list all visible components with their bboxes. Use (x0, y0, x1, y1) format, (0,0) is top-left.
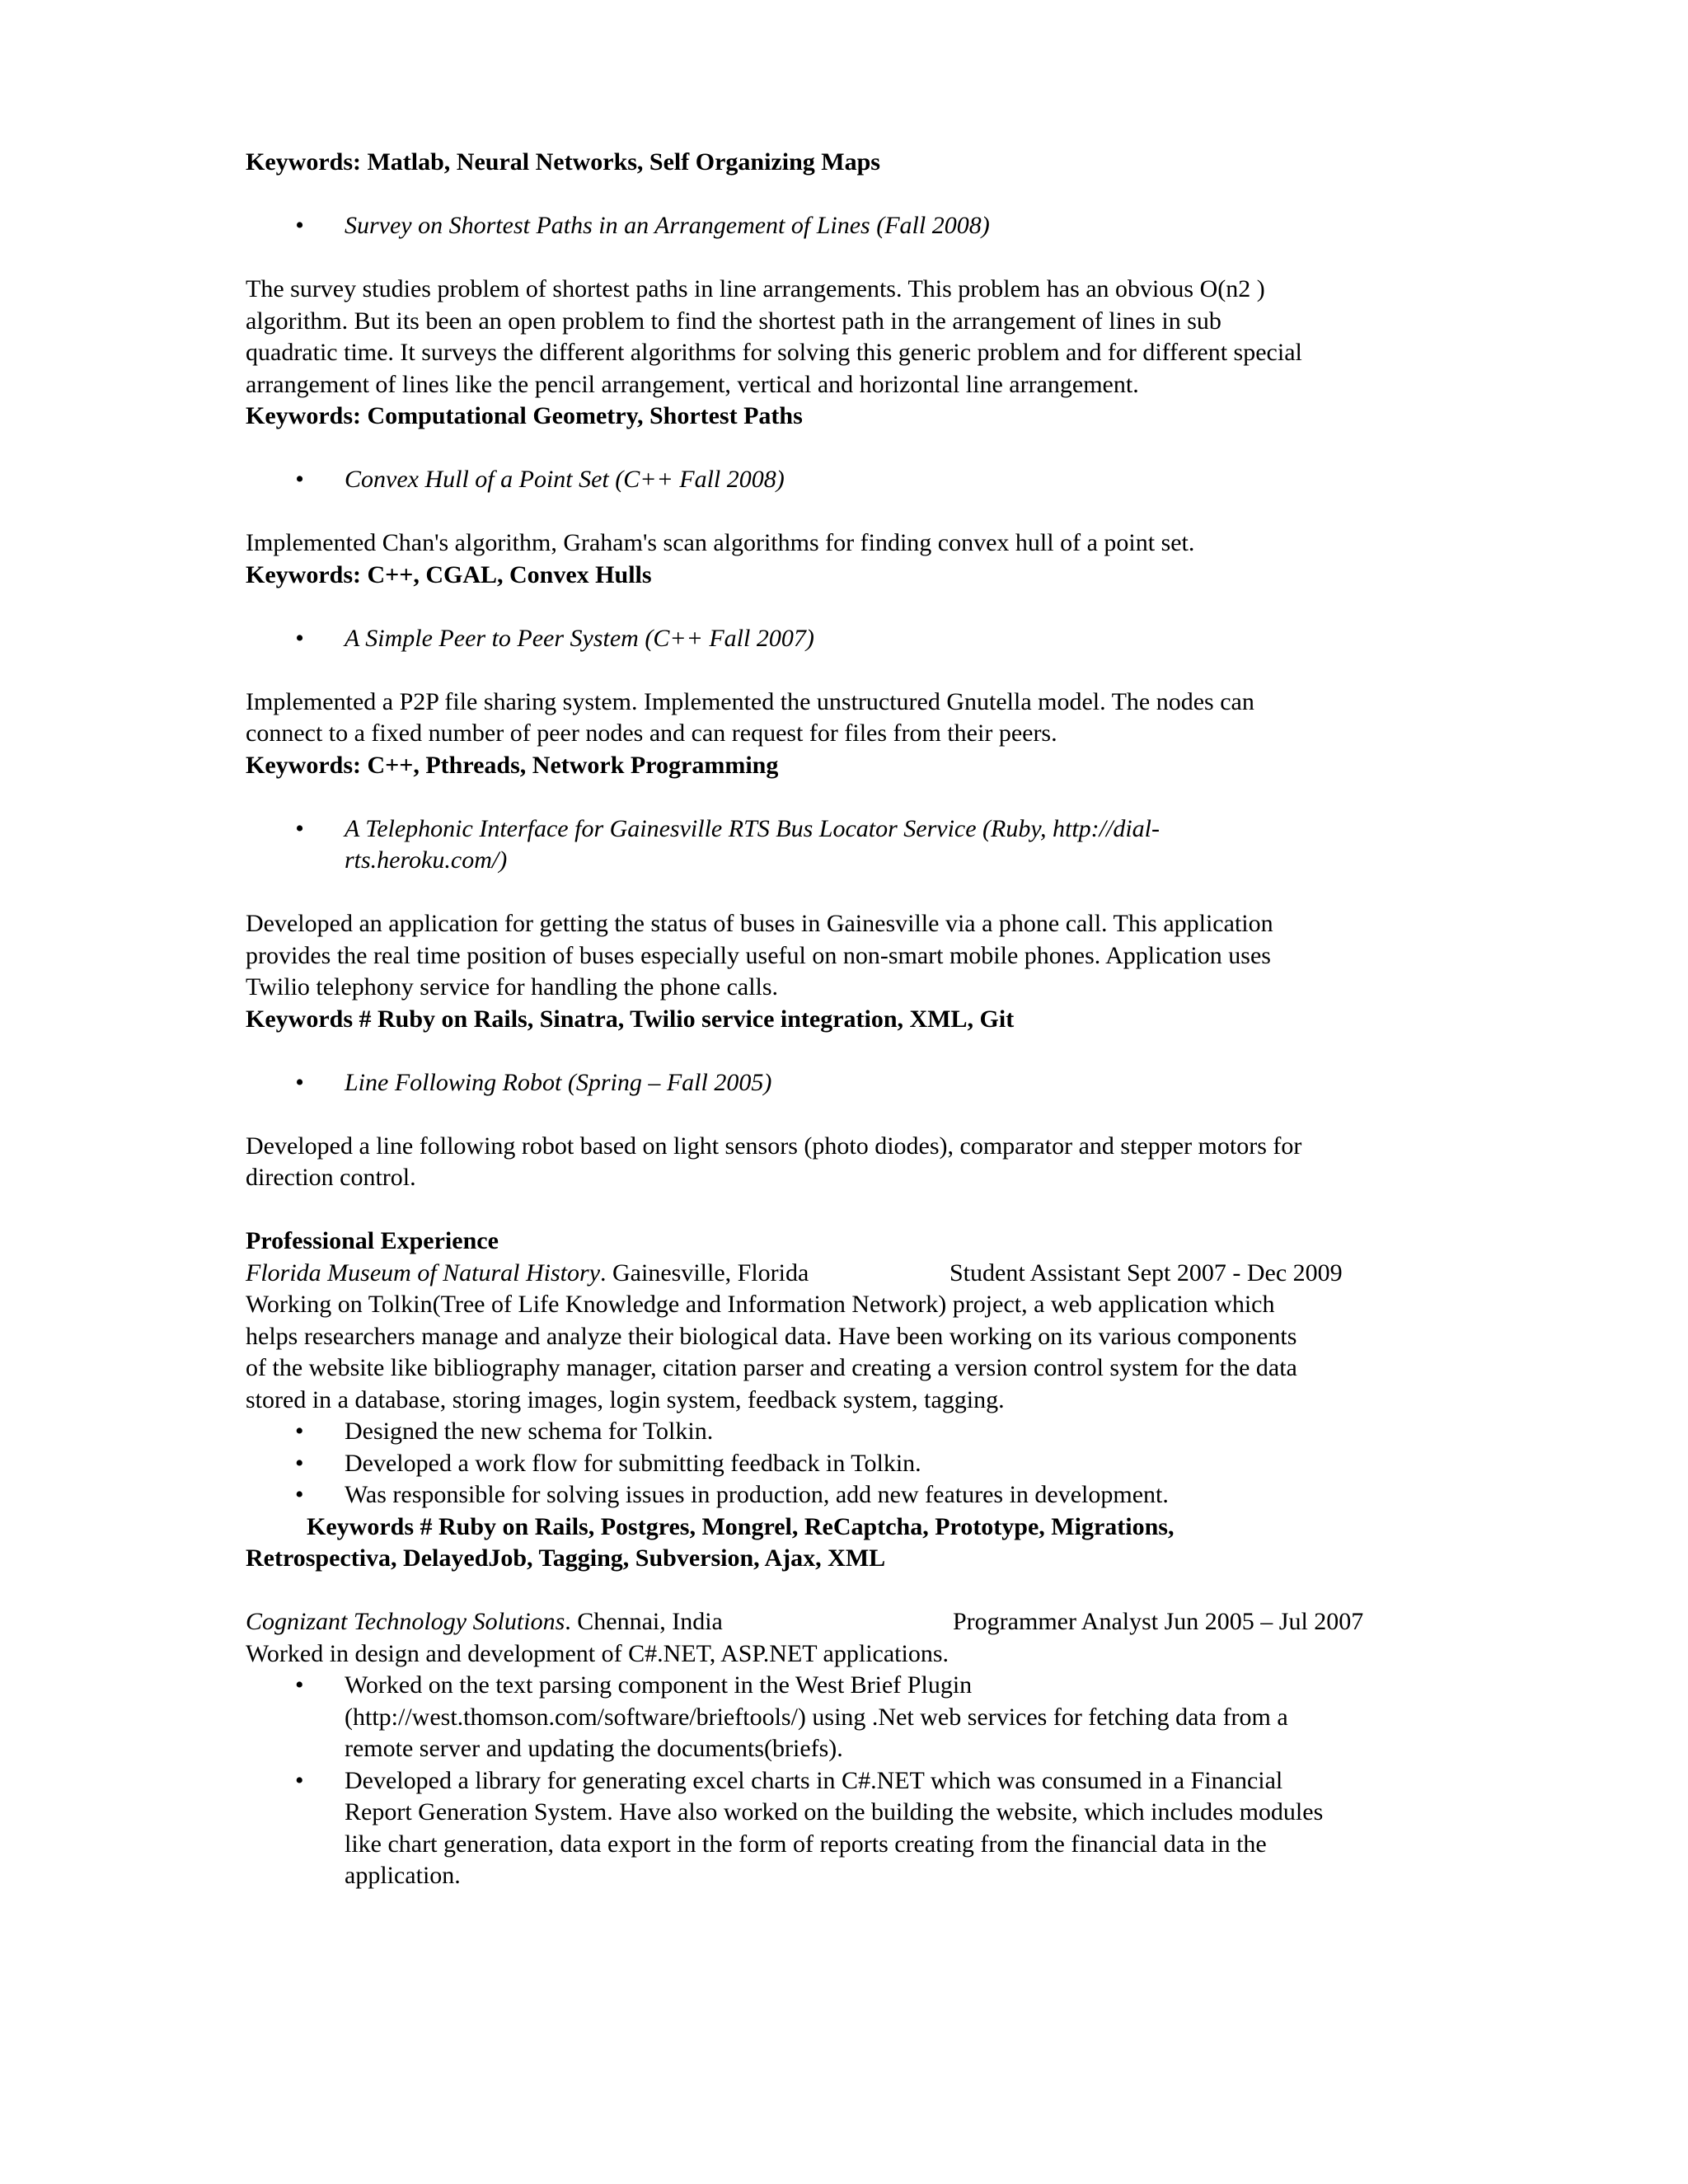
job-location: . Chennai, India (565, 1608, 723, 1635)
keywords-line: Keywords: Computational Geometry, Shortest Paths (246, 402, 803, 429)
job-bullet-line: (http://west.thomson.com/software/brieftools/) using .Net web services for fetching data from a (345, 1703, 1288, 1731)
job-location: . Gainesville, Florida (600, 1258, 809, 1286)
job-organization: Florida Museum of Natural History (246, 1258, 601, 1286)
project-description-line: Developed an application for getting the status of buses in Gainesville via a phone call. This application (246, 910, 1273, 937)
section-heading-experience: Professional Experience (246, 1227, 499, 1254)
job-header (246, 1606, 1441, 1638)
job-organization: Cognizant Technology Solutions (246, 1608, 565, 1635)
project-description-line: Twilio telephony service for handling the phone calls. (246, 973, 779, 1001)
project-description-line: algorithm. But its been an open problem to find the shortest path in the arrangement of lines in sub (246, 307, 1221, 335)
project-title-survey: • Survey on Shortest Paths in an Arrangement of Lines (Fall 2008) (246, 210, 1441, 242)
job-bullet-line: Report Generation System. Have also worked on the building the website, which includes modules (345, 1798, 1324, 1825)
job-description-line: helps researchers manage and analyze their biological data. Have been working on its various components (246, 1322, 1297, 1350)
job-bullet (246, 1670, 1441, 1765)
project-description-line: direction control. (246, 1164, 416, 1191)
keywords-line: Retrospectiva, DelayedJob, Tagging, Subversion, Ajax, XML (246, 1544, 886, 1572)
project-description-line: arrangement of lines like the pencil arrangement, vertical and horizontal line arrangement. (246, 370, 1139, 398)
keywords-line: Keywords: C++, CGAL, Convex Hulls (246, 560, 652, 588)
project-title-telephonic (246, 813, 1441, 877)
job-description-line: of the website like bibliography manager, citation parser and creating a version control system for the data (246, 1354, 1297, 1381)
job-bullet-line: Developed a library for generating excel charts in C#.NET which was consumed in a Financial (345, 1766, 1283, 1794)
job-description-line: Working on Tolkin(Tree of Life Knowledge and Information Network) project, a web application which (246, 1291, 1275, 1318)
job-description-line: Worked in design and development of C#.NET, ASP.NET applications. (246, 1639, 950, 1667)
project-description-line: provides the real time position of buses especially useful on non-smart mobile phones. Application uses (246, 941, 1271, 969)
job-header (246, 1258, 1441, 1290)
project-title-p2p: • A Simple Peer to Peer System (C++ Fall 2007) (246, 623, 1441, 655)
job-role-dates: Student Assistant Sept 2007 - Dec 2009 (950, 1258, 1343, 1286)
project-title-robot: • Line Following Robot (Spring – Fall 2005) (246, 1067, 1441, 1099)
project-title-line: rts.heroku.com/) (345, 846, 508, 874)
project-title-convex-hull: • Convex Hull of a Point Set (C++ Fall 2008) (246, 464, 1441, 496)
job-description-line: stored in a database, storing images, login system, feedback system, tagging. (246, 1385, 1005, 1413)
project-description-line: Implemented Chan's algorithm, Graham's scan algorithms for finding convex hull of a point set. (246, 529, 1195, 556)
job-bullet-line: like chart generation, data export in the form of reports creating from the financial data in the (345, 1830, 1267, 1858)
project-description-line: quadratic time. It surveys the different algorithms for solving this generic problem and for different special (246, 339, 1302, 366)
job-bullet: • Developed a work flow for submitting feedback in Tolkin. (246, 1448, 1441, 1480)
keywords-line: Keywords # Ruby on Rails, Postgres, Mongrel, ReCaptcha, Prototype, Migrations, (307, 1512, 1175, 1540)
project-description-line: Implemented a P2P file sharing system. Implemented the unstructured Gnutella model. The nodes can (246, 687, 1254, 715)
job-bullet: • Designed the new schema for Tolkin. (246, 1416, 1441, 1448)
job-bullet: • Was responsible for solving issues in production, add new features in development. (246, 1479, 1441, 1511)
job-bullet-line: Worked on the text parsing component in the West Brief Plugin (345, 1671, 973, 1699)
job-bullet (246, 1765, 1441, 1892)
job-role-dates: Programmer Analyst Jun 2005 – Jul 2007 (953, 1608, 1364, 1635)
resume-page (246, 147, 1441, 1892)
keywords-line: Keywords # Ruby on Rails, Sinatra, Twilio service integration, XML, Git (246, 1005, 1015, 1033)
project-description-line: The survey studies problem of shortest paths in line arrangements. This problem has an obvious O(n2 ) (246, 275, 1265, 302)
project-description-line: connect to a fixed number of peer nodes and can request for files from their peers. (246, 719, 1057, 747)
job-bullet-line: application. (345, 1862, 461, 1889)
project-description-line: Developed a line following robot based on light sensors (photo diodes), comparator and stepper motors for (246, 1132, 1302, 1160)
project-title-line: A Telephonic Interface for Gainesville RTS Bus Locator Service (Ruby, http://dial- (345, 814, 1160, 842)
job-bullet-line: remote server and updating the documents(briefs). (345, 1735, 843, 1762)
keywords-line: Keywords: Matlab, Neural Networks, Self Organizing Maps (246, 148, 880, 176)
keywords-line: Keywords: C++, Pthreads, Network Programming (246, 751, 779, 779)
